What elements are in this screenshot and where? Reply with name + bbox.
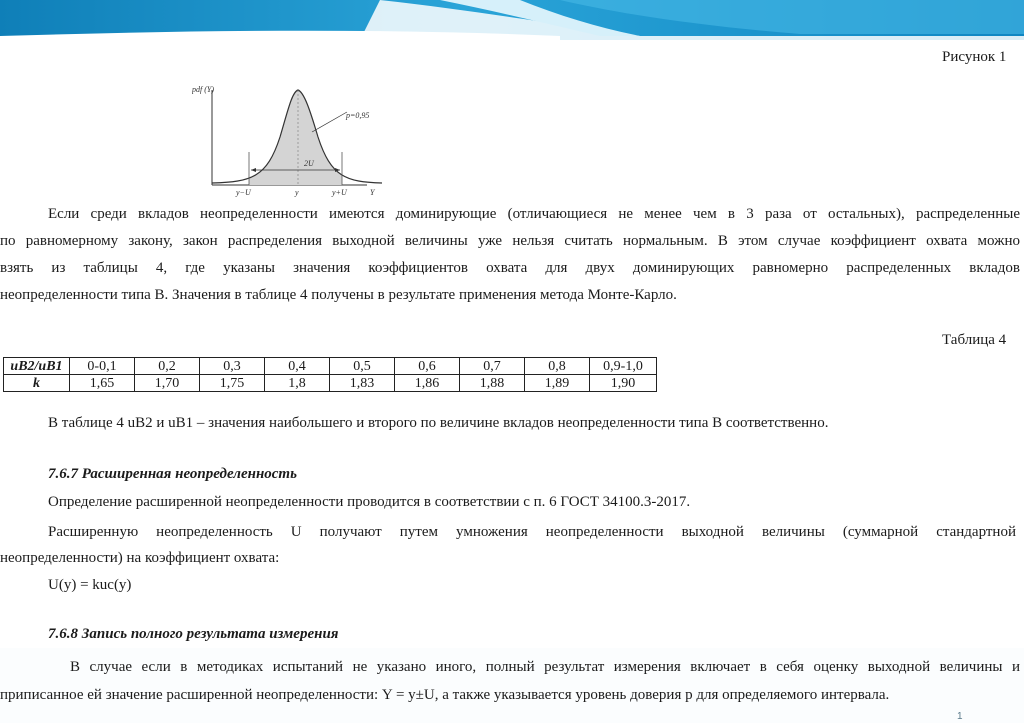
row2-header: k	[4, 375, 70, 392]
paragraph1-line3: взять из таблицы 4, где указаны значения коэффициентов охвата для двух доминирующих равномерно распределенных вкладов	[0, 260, 1020, 276]
table-cell: 0,7	[460, 358, 525, 375]
table-cell: 1,88	[460, 375, 525, 392]
table-caption: Таблица 4	[942, 332, 1007, 348]
row1-header: uB2/uB1	[4, 358, 70, 375]
section-768-line2: приписанное ей значение расширенной неопределенности: Y = y±U, а также указывается уровень доверия p для определяемого интервала.	[0, 687, 890, 703]
table-cell: 0,9-1,0	[590, 358, 657, 375]
x-label-lower: y−U	[236, 188, 251, 197]
figure-caption: Рисунок 1	[942, 49, 1007, 65]
normal-distribution-figure	[192, 82, 392, 202]
x-axis-label: Y	[370, 188, 375, 197]
table-cell: 0,6	[395, 358, 460, 375]
table-cell: 1,83	[330, 375, 395, 392]
section-767-heading: 7.6.7 Расширенная неопределенность	[48, 466, 297, 482]
table-row	[4, 358, 657, 375]
table-row	[4, 375, 657, 392]
table-cell: 0-0,1	[70, 358, 135, 375]
table-cell: 0,4	[265, 358, 330, 375]
p-label: p=0,95	[346, 111, 370, 120]
y-axis-label: pdf (Y)	[192, 85, 214, 94]
table-cell: 1,70	[135, 375, 200, 392]
x-label-center: y	[295, 188, 299, 197]
coefficient-table	[3, 357, 657, 392]
section-768-heading: 7.6.8 Запись полного результата измерения	[48, 626, 339, 642]
table-cell: 0,5	[330, 358, 395, 375]
paragraph1-line1: Если среди вкладов неопределенности имеются доминирующие (отличающиеся не менее чем в 3 раза от остальных), распределенные	[48, 206, 1020, 222]
table-cell: 0,3	[200, 358, 265, 375]
table-cell: 1,65	[70, 375, 135, 392]
table-cell: 1,89	[525, 375, 590, 392]
table-cell: 1,75	[200, 375, 265, 392]
header-banner	[0, 0, 1024, 40]
table-cell: 1,90	[590, 375, 657, 392]
width-label: 2U	[304, 159, 314, 168]
x-label-upper: y+U	[332, 188, 347, 197]
formula: U(y) = kuc(y)	[48, 577, 132, 593]
paragraph1-line2: по равномерному закону, закон распределения выходной величины уже нельзя считать нормальным. В этом случае коэффициент охвата можно	[0, 233, 1020, 249]
page-number: 1	[957, 711, 963, 722]
table-cell: 1,8	[265, 375, 330, 392]
table-cell: 0,8	[525, 358, 590, 375]
section-767-line2: Расширенную неопределенность U получают путем умножения неопределенности выходной величины (суммарной стандартной	[48, 524, 1016, 540]
table-cell: 0,2	[135, 358, 200, 375]
section-767-line3: неопределенности) на коэффициент охвата:	[0, 550, 280, 566]
section-768-line1: В случае если в методиках испытаний не указано иного, полный результат измерения включает в себя оценку выходной величины и	[70, 659, 1020, 675]
table-note: В таблице 4 uB2 и uB1 – значения наибольшего и второго по величине вкладов неопределенности типа В соответственно.	[48, 415, 829, 431]
section-767-line1: Определение расширенной неопределенности проводится в соответствии с п. 6 ГОСТ 34100.3-2017.	[48, 494, 691, 510]
table-cell: 1,86	[395, 375, 460, 392]
paragraph1-line4: неопределенности типа В. Значения в таблице 4 получены в результате применения метода Монте-Карло.	[0, 287, 677, 303]
